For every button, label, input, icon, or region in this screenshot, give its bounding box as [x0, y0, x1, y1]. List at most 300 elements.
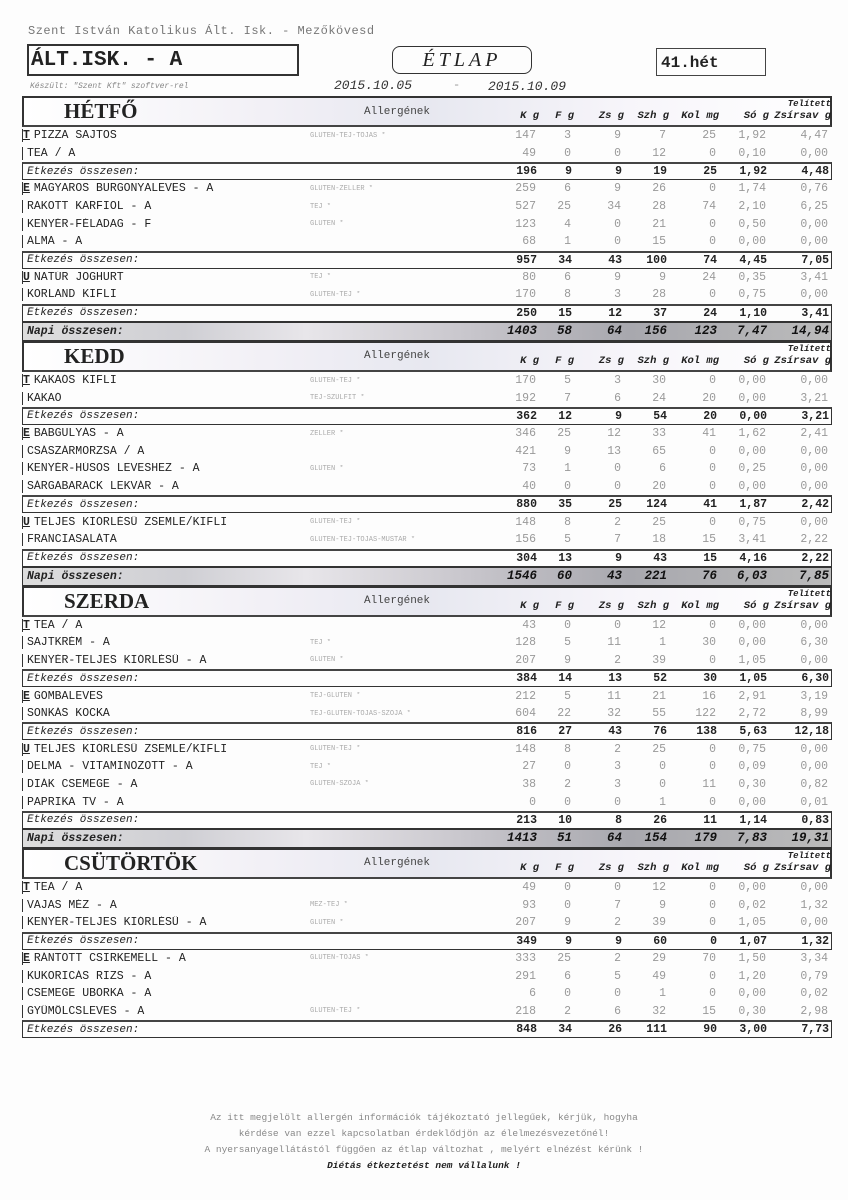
value-kol: 0 — [709, 288, 716, 302]
total-tel: 2,22 — [801, 551, 829, 565]
total-k: 848 — [516, 1023, 537, 1036]
value-k: 170 — [515, 288, 536, 302]
value-f: 25 — [557, 951, 571, 965]
value-szh: 1 — [659, 636, 666, 650]
total-szh: 52 — [653, 672, 667, 686]
menu-item-name — [22, 899, 310, 912]
value-so: 0,02 — [738, 898, 766, 912]
value-k: 27 — [522, 760, 536, 774]
value-f: 2 — [564, 1004, 571, 1018]
value-tel: 6,30 — [800, 636, 828, 650]
day-total-kol: 76 — [701, 569, 717, 583]
column-header-szh: Szh g — [637, 110, 669, 122]
date-to: 2015.10.09 — [488, 79, 567, 94]
total-f: 10 — [558, 813, 572, 827]
value-tel: 0,00 — [800, 235, 828, 249]
day-total-f: 60 — [556, 569, 572, 583]
menu-item-row — [22, 145, 832, 163]
column-header-kol: Kol mg — [681, 861, 719, 874]
made-with-note: Készült: "Szent Kft" szoftver-rel — [30, 82, 189, 91]
column-header-szh: Szh g — [637, 861, 669, 874]
value-k: 291 — [515, 969, 536, 983]
total-tel: 3,21 — [801, 409, 829, 423]
value-f: 6 — [564, 270, 571, 284]
value-zs: 0 — [614, 146, 621, 160]
total-f: 14 — [558, 672, 572, 686]
menu-item-row — [22, 896, 832, 914]
meal-letter: E — [23, 182, 30, 196]
menu-item-row — [22, 513, 832, 531]
column-header-tel: Zsírsav g — [774, 861, 831, 874]
total-k: 349 — [516, 934, 537, 948]
value-tel: 0,00 — [800, 515, 828, 529]
value-kol: 41 — [702, 427, 716, 441]
menu-item-name — [22, 200, 310, 213]
value-zs: 6 — [614, 1004, 621, 1018]
value-k: 38 — [522, 777, 536, 791]
value-tel: 0,00 — [800, 374, 828, 388]
value-f: 5 — [564, 533, 571, 547]
item-name: TELJES KIÓRLÉSŰ ZSEMLE/KIFLI — [33, 742, 228, 756]
total-so: 5,63 — [739, 725, 767, 739]
value-kol: 0 — [709, 742, 716, 756]
value-zs: 0 — [614, 618, 621, 632]
menu-item-name — [22, 129, 310, 142]
item-name: KAKAÓS KIFLI — [33, 374, 117, 388]
value-k: 123 — [515, 217, 536, 231]
meal-total-label: Étkezés összesen: — [27, 165, 140, 178]
value-zs: 6 — [614, 391, 621, 405]
value-kol: 0 — [709, 987, 716, 1001]
value-kol: 0 — [709, 898, 716, 912]
value-k: 148 — [515, 515, 536, 529]
value-tel: 6,25 — [800, 200, 828, 214]
item-allergens: GLUTÉN-SZÓJA * — [310, 780, 369, 789]
item-allergens: TEJ * — [310, 273, 332, 282]
value-f: 5 — [564, 636, 571, 650]
value-tel: 3,21 — [800, 391, 828, 405]
item-name: CSÁSZÁRMORZSA / A — [27, 444, 145, 458]
column-header-so: Só g — [743, 354, 769, 367]
menu-item-row — [22, 372, 832, 390]
value-szh: 30 — [652, 374, 666, 388]
value-kol: 0 — [709, 916, 716, 930]
value-szh: 49 — [652, 969, 666, 983]
value-k: 80 — [522, 270, 536, 284]
menu-item-row — [22, 879, 832, 897]
meal-letter: E — [23, 689, 30, 703]
value-so: 1,05 — [738, 653, 766, 667]
value-zs: 0 — [614, 881, 621, 895]
column-header-tel-group — [772, 99, 834, 125]
menu-item-row — [22, 531, 832, 549]
value-szh: 24 — [652, 391, 666, 405]
item-allergens: GLUTÉN-TEJ * — [310, 518, 361, 527]
item-name: SÁRGABARACK LEKVÁR - A — [27, 480, 179, 494]
item-name: KENYÉR-FÉLADAG - F — [27, 217, 152, 231]
value-szh: 9 — [659, 898, 666, 912]
footer-line: A nyersanyagellátástól függően az étlap változhat , melyért elnézést kérünk ! — [204, 1144, 644, 1155]
total-k: 957 — [516, 253, 537, 267]
value-k: 49 — [522, 146, 536, 160]
column-header-tel-top: Telített — [787, 588, 831, 599]
day-total-kol: 179 — [694, 831, 717, 846]
value-zs: 3 — [614, 374, 621, 388]
value-szh: 6 — [659, 462, 666, 476]
total-tel: 7,73 — [801, 1023, 829, 1036]
total-kol: 138 — [696, 725, 717, 739]
value-so: 0,30 — [738, 1004, 766, 1018]
column-header-k: K g — [520, 110, 539, 122]
value-kol: 0 — [709, 881, 716, 895]
total-tel: 6,30 — [801, 672, 829, 686]
value-tel: 0,00 — [800, 916, 828, 930]
value-kol: 30 — [702, 636, 716, 650]
item-allergens: GLUTÉN * — [310, 918, 344, 927]
item-allergens: GLUTÉN-TEJ-TOJÁS * — [310, 131, 386, 140]
value-zs: 9 — [614, 270, 621, 284]
value-tel: 2,22 — [800, 533, 828, 547]
total-szh: 124 — [646, 498, 667, 512]
column-header-szh: Szh g — [637, 599, 669, 612]
value-tel: 0,00 — [800, 881, 828, 895]
value-f: 0 — [564, 795, 571, 809]
day-total-tel: 14,94 — [791, 324, 829, 339]
value-zs: 7 — [614, 898, 621, 912]
total-szh: 60 — [653, 934, 667, 948]
value-kol: 0 — [709, 653, 716, 667]
total-tel: 4,48 — [801, 165, 829, 179]
day-total-f: 51 — [556, 831, 572, 846]
value-kol: 122 — [695, 707, 716, 721]
menu-item-name — [22, 271, 310, 284]
value-f: 4 — [564, 217, 571, 231]
day-section — [22, 586, 832, 848]
item-name: GYÜMÖLCSLEVES - A — [27, 1004, 145, 1018]
value-zs: 11 — [607, 636, 621, 650]
menu-days — [22, 96, 832, 1038]
value-k: 333 — [515, 951, 536, 965]
value-szh: 0 — [659, 760, 666, 774]
menu-item-name — [22, 1005, 310, 1018]
day-total-zs: 64 — [606, 831, 622, 846]
menu-item-name — [22, 462, 310, 475]
total-k: 196 — [516, 165, 537, 179]
menu-item-name — [22, 516, 310, 529]
value-so: 0,00 — [738, 444, 766, 458]
meal-total-label: Étkezés összesen: — [27, 410, 140, 423]
menu-item-row — [22, 215, 832, 233]
total-so: 1,92 — [739, 165, 767, 179]
footer-notes — [0, 1110, 848, 1174]
total-zs: 26 — [608, 1023, 622, 1036]
total-k: 213 — [516, 813, 537, 827]
meal-letter: T — [23, 881, 30, 895]
total-so: 1,14 — [739, 813, 767, 827]
value-szh: 21 — [652, 217, 666, 231]
value-tel: 2,41 — [800, 427, 828, 441]
day-total-label: Napi összesen: — [27, 569, 124, 583]
value-f: 7 — [564, 391, 571, 405]
value-so: 3,41 — [738, 533, 766, 547]
value-tel: 0,00 — [800, 653, 828, 667]
column-header-tel-group — [772, 851, 834, 877]
value-kol: 70 — [702, 951, 716, 965]
value-f: 25 — [557, 200, 571, 214]
menu-item-name — [22, 445, 310, 458]
menu-item-row — [22, 233, 832, 251]
value-kol: 15 — [702, 1004, 716, 1018]
menu-item-row — [22, 478, 832, 496]
value-tel: 0,02 — [800, 987, 828, 1001]
day-total-tel: 19,31 — [791, 831, 829, 846]
value-szh: 32 — [652, 1004, 666, 1018]
value-kol: 0 — [709, 969, 716, 983]
value-kol: 0 — [709, 444, 716, 458]
column-header-tel: Zsírsav g — [774, 110, 831, 122]
total-kol: 90 — [703, 1023, 717, 1036]
meal-total-label: Étkezés összesen: — [27, 1023, 140, 1036]
value-zs: 9 — [614, 182, 621, 196]
value-k: 73 — [522, 462, 536, 476]
item-allergens: TEJ * — [310, 762, 332, 771]
value-k: 170 — [515, 374, 536, 388]
menu-item-name — [22, 427, 310, 440]
value-szh: 12 — [652, 618, 666, 632]
menu-item-name — [22, 654, 310, 667]
value-f: 9 — [564, 916, 571, 930]
week-number: 41.hét — [656, 48, 766, 76]
day-header — [22, 96, 832, 127]
value-szh: 0 — [659, 777, 666, 791]
value-f: 0 — [564, 987, 571, 1001]
meal-total-label: Étkezés összesen: — [27, 935, 140, 948]
value-so: 0,00 — [738, 374, 766, 388]
total-k: 816 — [516, 725, 537, 739]
menu-item-row — [22, 425, 832, 443]
value-k: 49 — [522, 881, 536, 895]
day-section — [22, 341, 832, 586]
meal-total-row — [22, 932, 832, 950]
value-kol: 0 — [709, 217, 716, 231]
total-k: 304 — [516, 551, 537, 565]
meal-total-row — [22, 251, 832, 269]
total-so: 1,10 — [739, 306, 767, 320]
menu-item-name — [22, 288, 310, 301]
value-k: 192 — [515, 391, 536, 405]
total-f: 27 — [558, 725, 572, 739]
item-name: RÁNTOTT CSIRKEMELL - A — [33, 951, 186, 965]
menu-item-row — [22, 687, 832, 705]
value-zs: 0 — [614, 987, 621, 1001]
allergen-column-header: Allergének — [363, 350, 430, 363]
menu-item-name — [22, 778, 310, 791]
value-szh: 12 — [652, 881, 666, 895]
value-so: 0,30 — [738, 777, 766, 791]
day-header — [22, 848, 832, 879]
item-name: KENYÉR-TELJES KIÓRLÉSŰ - A — [27, 653, 207, 667]
menu-item-row — [22, 460, 832, 478]
value-f: 8 — [564, 288, 571, 302]
value-f: 9 — [564, 444, 571, 458]
menu-item-name — [22, 970, 310, 983]
menu-item-row — [22, 985, 832, 1003]
menu-item-name — [22, 533, 310, 546]
total-zs: 9 — [615, 934, 622, 948]
total-szh: 43 — [653, 551, 667, 565]
value-kol: 74 — [702, 200, 716, 214]
column-header-f: F g — [555, 599, 574, 612]
total-szh: 19 — [653, 165, 667, 179]
value-zs: 7 — [614, 533, 621, 547]
value-szh: 26 — [652, 182, 666, 196]
total-zs: 9 — [615, 551, 622, 565]
value-szh: 28 — [652, 288, 666, 302]
total-kol: 25 — [703, 165, 717, 179]
item-name: RAKOTT KARFIOL - A — [27, 200, 152, 214]
allergen-column-header: Allergének — [363, 595, 430, 607]
meal-total-label: Étkezés összesen: — [27, 552, 140, 564]
day-total-szh: 156 — [644, 324, 667, 339]
value-k: 93 — [522, 898, 536, 912]
column-header-szh: Szh g — [637, 354, 669, 367]
menu-item-row — [22, 443, 832, 461]
value-szh: 65 — [652, 444, 666, 458]
total-f: 35 — [558, 498, 572, 512]
item-allergens: GLUTÉN-TEJ * — [310, 1007, 361, 1016]
value-f: 0 — [564, 618, 571, 632]
day-total-zs: 43 — [606, 569, 622, 583]
value-kol: 0 — [709, 618, 716, 632]
column-header-kol: Kol mg — [681, 354, 719, 367]
menu-item-name — [22, 987, 310, 1000]
total-so: 3,00 — [739, 1023, 767, 1036]
value-zs: 2 — [614, 515, 621, 529]
total-f: 9 — [565, 165, 572, 179]
total-kol: 15 — [703, 551, 717, 565]
total-zs: 8 — [615, 813, 622, 827]
column-header-k: K g — [520, 861, 539, 874]
value-szh: 29 — [652, 951, 666, 965]
menu-item-name — [22, 619, 310, 632]
day-total-szh: 221 — [644, 569, 667, 583]
item-allergens: GLUTÉN-TEJ-TOJÁS-MUSTÁR * — [310, 535, 416, 544]
meal-total-label: Étkezés összesen: — [27, 498, 140, 511]
item-name: KENYÉR-TELJES KIÓRLÉSŰ - A — [27, 916, 207, 930]
item-name: ALMA - A — [27, 235, 83, 249]
value-f: 0 — [564, 146, 571, 160]
value-szh: 9 — [659, 270, 666, 284]
value-szh: 25 — [652, 742, 666, 756]
value-zs: 34 — [607, 200, 621, 214]
total-so: 1,87 — [739, 498, 767, 512]
value-tel: 0,82 — [800, 777, 828, 791]
value-kol: 0 — [709, 480, 716, 494]
total-zs: 12 — [608, 306, 622, 320]
value-k: 207 — [515, 916, 536, 930]
value-kol: 15 — [702, 533, 716, 547]
value-so: 0,00 — [738, 881, 766, 895]
menu-item-name — [22, 147, 310, 160]
value-k: 40 — [522, 480, 536, 494]
value-kol: 16 — [702, 689, 716, 703]
menu-item-row — [22, 950, 832, 968]
value-so: 1,92 — [738, 129, 766, 143]
menu-item-name — [22, 881, 310, 894]
item-name: NATÚR JOGHURT — [33, 270, 124, 284]
column-header-so: Só g — [743, 599, 769, 612]
day-section — [22, 848, 832, 1038]
meal-total-row — [22, 669, 832, 687]
day-name: KEDD — [64, 343, 125, 368]
total-szh: 37 — [653, 306, 667, 320]
value-szh: 25 — [652, 515, 666, 529]
column-header-zs: Zs g — [598, 599, 624, 612]
menu-item-name — [22, 374, 310, 387]
value-k: 212 — [515, 689, 536, 703]
total-tel: 12,18 — [794, 725, 829, 739]
value-k: 527 — [515, 200, 536, 214]
menu-item-row — [22, 793, 832, 811]
column-header-k: K g — [520, 354, 539, 367]
value-zs: 3 — [614, 777, 621, 791]
menu-item-name — [22, 760, 310, 773]
day-name: HÉTFŐ — [64, 99, 138, 123]
value-kol: 0 — [709, 760, 716, 774]
date-from: 2015.10.05 — [334, 78, 413, 93]
value-tel: 3,34 — [800, 951, 828, 965]
value-zs: 11 — [607, 689, 621, 703]
value-kol: 0 — [709, 515, 716, 529]
value-szh: 39 — [652, 653, 666, 667]
total-so: 4,16 — [739, 551, 767, 565]
meal-total-label: Étkezés összesen: — [27, 725, 140, 738]
total-zs: 9 — [615, 409, 622, 423]
value-kol: 0 — [709, 146, 716, 160]
total-so: 4,45 — [739, 253, 767, 267]
day-header — [22, 341, 832, 372]
value-tel: 4,47 — [800, 129, 828, 143]
meal-total-label: Étkezés összesen: — [27, 672, 140, 685]
item-name: TELJES KIÓRLÉSŰ ZSEMLE/KIFLI — [33, 515, 228, 529]
menu-item-name — [22, 707, 310, 720]
total-tel: 1,32 — [801, 934, 829, 948]
total-f: 15 — [558, 306, 572, 320]
value-k: 0 — [529, 795, 536, 809]
value-zs: 0 — [614, 235, 621, 249]
allergen-column-header: Allergének — [363, 857, 430, 870]
item-name: PIZZA SAJTOS — [33, 129, 117, 143]
day-total-k: 1413 — [506, 831, 537, 846]
menu-item-name — [22, 392, 310, 405]
day-total-row — [22, 829, 832, 848]
column-header-kol: Kol mg — [681, 599, 719, 612]
total-szh: 100 — [646, 253, 667, 267]
total-kol: 41 — [703, 498, 717, 512]
value-so: 1,50 — [738, 951, 766, 965]
meal-total-row — [22, 722, 832, 740]
menu-item-name — [22, 480, 310, 493]
value-tel: 1,32 — [800, 898, 828, 912]
value-k: 147 — [515, 129, 536, 143]
total-zs: 43 — [608, 253, 622, 267]
menu-item-row — [22, 967, 832, 985]
total-f: 34 — [558, 253, 572, 267]
value-k: 148 — [515, 742, 536, 756]
value-szh: 20 — [652, 480, 666, 494]
document-title: ÉTLAP — [392, 46, 532, 74]
value-f: 6 — [564, 182, 571, 196]
